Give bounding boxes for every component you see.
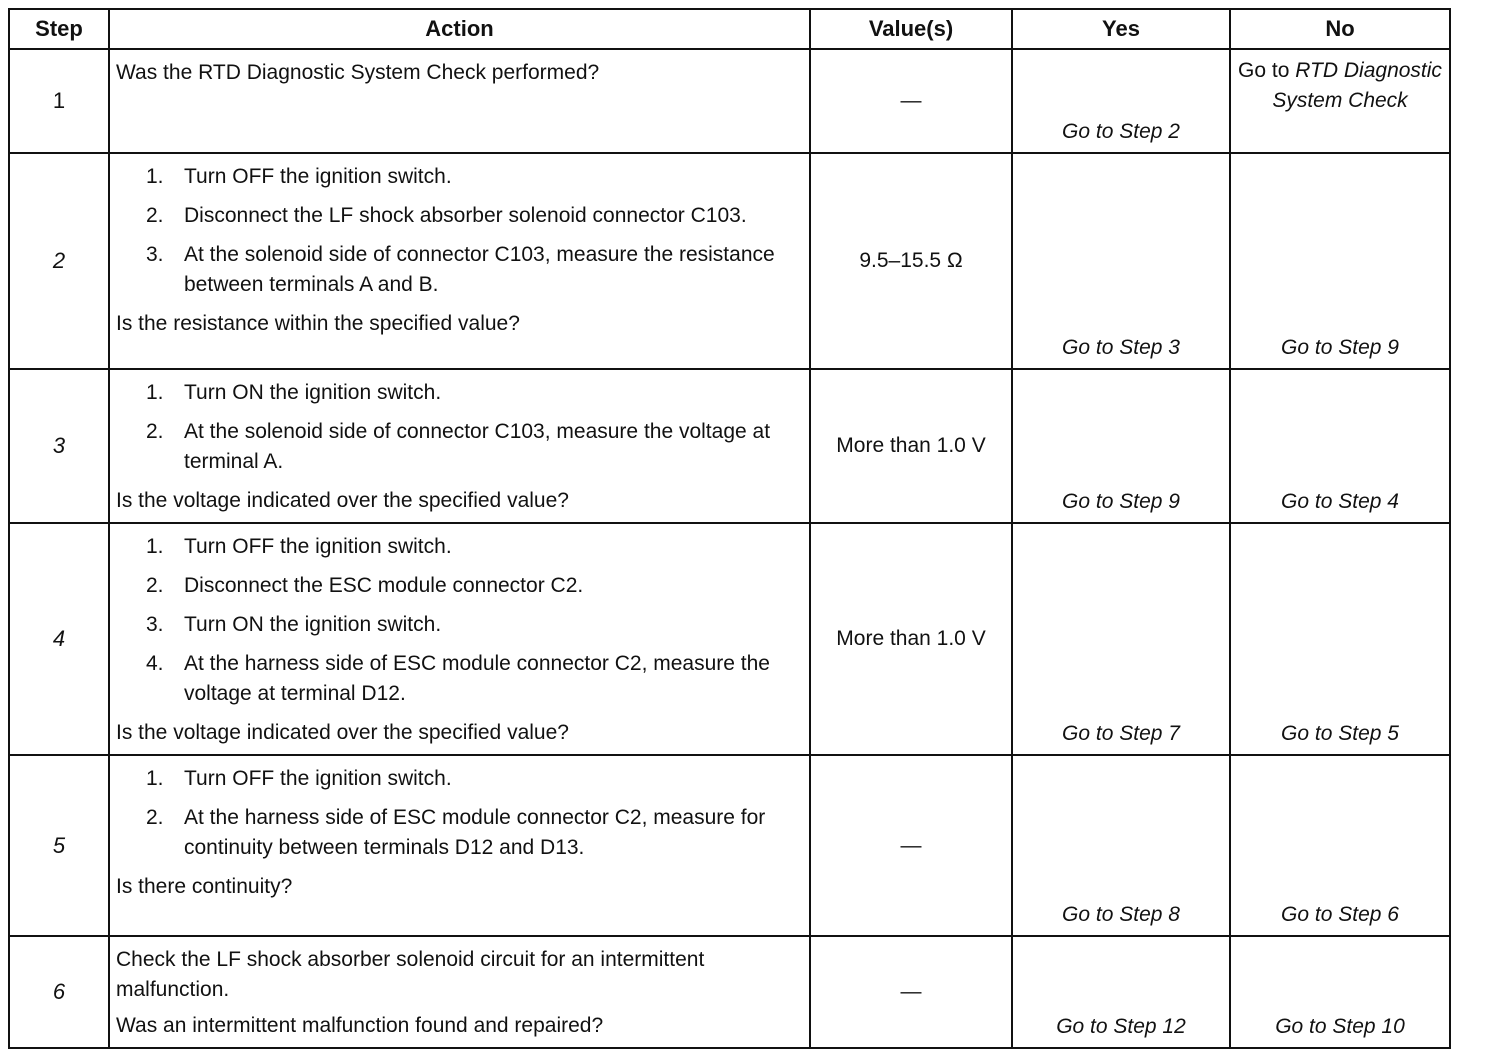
action-item: 1. Turn OFF the ignition switch. — [146, 165, 452, 188]
table-row — [9, 49, 1450, 153]
step-number: 4 — [9, 523, 109, 755]
header-step: Step — [9, 9, 109, 49]
action-intro: Check the LF shock absorber solenoid circuit for an intermittent malfunction. — [116, 948, 705, 1001]
value-cell: More than 1.0 V — [810, 523, 1012, 755]
step-number: 1 — [9, 49, 109, 153]
header-no: No — [1230, 9, 1450, 49]
action-item: 2. At the harness side of ESC module connector C2, measure for continuity between terminals D12 and D13. — [146, 806, 766, 859]
action-question: Is there continuity? — [116, 875, 293, 898]
table-row — [9, 936, 1450, 1048]
action-cell — [109, 936, 810, 1048]
step-number: 5 — [9, 755, 109, 936]
no-cell: Go to Step 4 — [1230, 369, 1450, 523]
table-row — [9, 755, 1450, 936]
no-cell: Go to Step 6 — [1230, 755, 1450, 936]
no-prefix: Go to — [1238, 59, 1290, 82]
header-row — [9, 9, 1450, 49]
yes-cell: Go to Step 12 — [1012, 936, 1230, 1048]
table-row — [9, 153, 1450, 369]
action-cell — [109, 49, 810, 153]
step-number: 6 — [9, 936, 109, 1048]
no-cell: Go to Step 9 — [1230, 153, 1450, 369]
step-number: 3 — [9, 369, 109, 523]
no-cell: Go to Step 10 — [1230, 936, 1450, 1048]
yes-cell: Go to Step 2 — [1012, 49, 1230, 153]
action-question: Is the voltage indicated over the specified value? — [116, 721, 569, 744]
action-cell — [109, 369, 810, 523]
action-cell — [109, 523, 810, 755]
action-cell — [109, 153, 810, 369]
action-item: 1. Turn OFF the ignition switch. — [146, 535, 452, 558]
action-item: 4. At the harness side of ESC module connector C2, measure the voltage at terminal D12. — [146, 652, 770, 705]
action-item: 1. Turn OFF the ignition switch. — [146, 767, 452, 790]
header-values: Value(s) — [810, 9, 1012, 49]
action-question: Was an intermittent malfunction found and repaired? — [116, 1014, 604, 1037]
action-item: 2. At the solenoid side of connector C103, measure the voltage at terminal A. — [146, 420, 771, 473]
diagnostic-table — [8, 8, 1451, 1049]
yes-cell: Go to Step 7 — [1012, 523, 1230, 755]
yes-cell: Go to Step 3 — [1012, 153, 1230, 369]
table-row — [9, 369, 1450, 523]
no-cell — [1230, 49, 1450, 153]
action-item: 3. At the solenoid side of connector C103, measure the resistance between terminals A and B. — [146, 243, 775, 296]
yes-cell: Go to Step 8 — [1012, 755, 1230, 936]
no-link-text: RTD Diagnostic System Check — [1272, 59, 1442, 112]
value-cell: — — [810, 49, 1012, 153]
action-item: 3. Turn ON the ignition switch. — [146, 613, 442, 636]
value-cell: More than 1.0 V — [810, 369, 1012, 523]
no-cell: Go to Step 5 — [1230, 523, 1450, 755]
action-item: 1. Turn ON the ignition switch. — [146, 381, 442, 404]
header-action: Action — [109, 9, 810, 49]
action-question: Is the voltage indicated over the specified value? — [116, 489, 569, 512]
value-cell: — — [810, 755, 1012, 936]
table-row — [9, 523, 1450, 755]
action-item: 2. Disconnect the ESC module connector C2. — [146, 574, 584, 597]
value-cell: 9.5–15.5 Ω — [810, 153, 1012, 369]
header-yes: Yes — [1012, 9, 1230, 49]
action-question: Was the RTD Diagnostic System Check performed? — [116, 61, 600, 84]
action-question: Is the resistance within the specified value? — [116, 312, 520, 335]
step-number: 2 — [9, 153, 109, 369]
yes-cell: Go to Step 9 — [1012, 369, 1230, 523]
action-cell — [109, 755, 810, 936]
value-cell: — — [810, 936, 1012, 1048]
action-item: 2. Disconnect the LF shock absorber solenoid connector C103. — [146, 204, 747, 227]
